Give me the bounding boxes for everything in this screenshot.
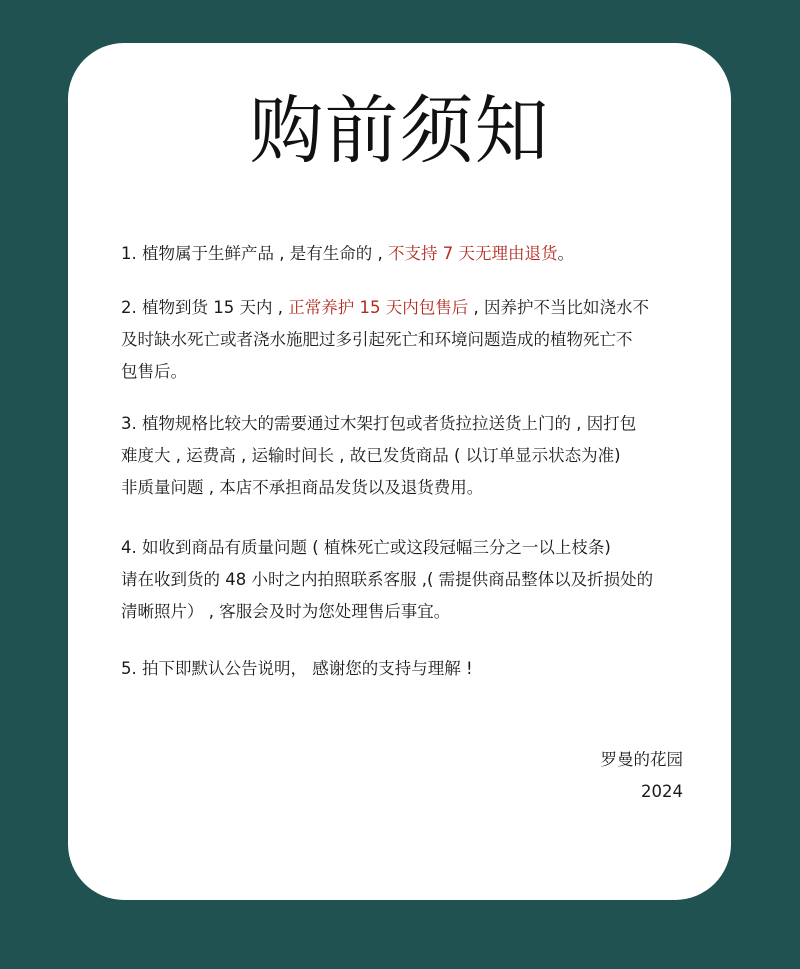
notice-item-4 — [121, 532, 721, 628]
notice-item-2-text: 2. 植物到货 15 天内 , — [121, 298, 283, 317]
notice-item-2-highlight: 正常养护 15 天内包售后 — [282, 298, 469, 317]
notice-item-2-rest: , 因养护不当比如浇水不 — [468, 298, 649, 317]
notice-item-2-line-3: 包售后。 — [121, 362, 187, 381]
page-title: 购前须知 — [249, 88, 550, 174]
notice-item-1 — [121, 238, 721, 270]
notice-item-1-end: 。 — [557, 244, 574, 263]
notice-item-3-line-3: 非质量问题 , 本店不承担商品发货以及退货费用。 — [121, 478, 484, 497]
notice-item-1-text: 1. 植物属于生鲜产品 , 是有生命的 , — [121, 244, 383, 263]
signature-year: 2024 — [641, 782, 683, 801]
notice-item-5-line-1: 5. 拍下即默认公告说明， 感谢您的支持与理解 ! — [121, 659, 473, 678]
notice-item-3 — [121, 408, 721, 504]
notice-item-1-line-1 — [121, 238, 721, 270]
notice-item-5 — [121, 653, 721, 685]
notice-item-2 — [121, 292, 721, 388]
notice-item-3-line-2: 难度大 , 运费高 , 运输时间长 , 故已发货商品 ( 以订单显示状态为准) — [121, 446, 621, 465]
notice-item-2-line-1 — [121, 292, 721, 324]
notice-item-3-line-1: 3. 植物规格比较大的需要通过木架打包或者货拉拉送货上门的 , 因打包 — [121, 414, 637, 433]
shop-signature: 罗曼的花园 — [600, 750, 683, 769]
notice-item-1-highlight: 不支持 7 天无理由退货 — [382, 244, 558, 263]
notice-card — [68, 43, 731, 900]
notice-item-2-line-2: 及时缺水死亡或者浇水施肥过多引起死亡和环境问题造成的植物死亡不 — [121, 330, 633, 349]
notice-item-4-line-1: 4. 如收到商品有质量问题 ( 植株死亡或这段冠幅三分之一以上枝条) — [121, 538, 611, 557]
notice-item-4-line-2: 请在收到货的 48 小时之内拍照联系客服 ,( 需提供商品整体以及折损处的 — [121, 570, 654, 589]
notice-item-4-line-3: 清晰照片） , 客服会及时为您处理售后事宜。 — [121, 602, 451, 621]
